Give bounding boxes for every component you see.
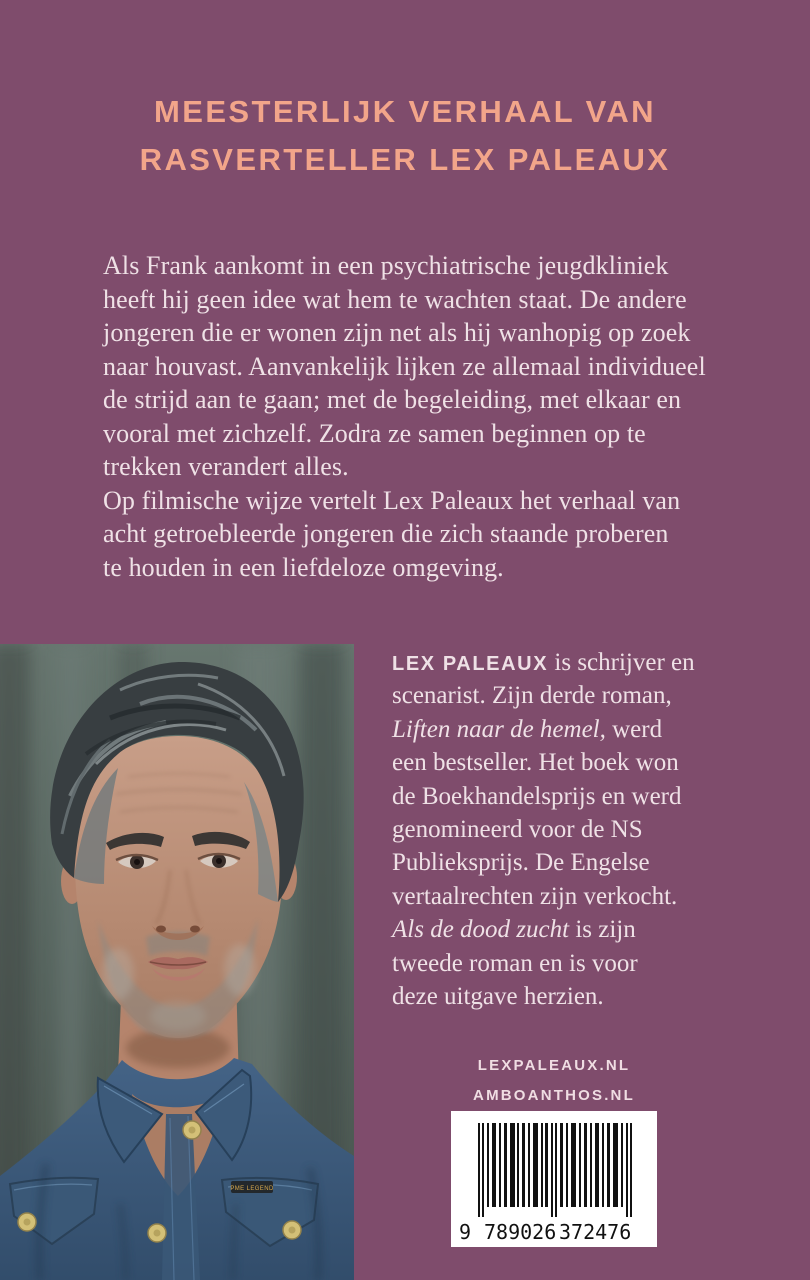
author-bio [392, 646, 695, 1013]
isbn-lead-digit: 9 [459, 1220, 472, 1244]
bio-line: deze uitgave herzien. [392, 982, 604, 1010]
svg-text:PME LEGEND: PME LEGEND [230, 1186, 274, 1192]
bio-line: LEX PALEAUX is schrijver en [392, 649, 695, 676]
publisher-websites [414, 1051, 694, 1111]
synopsis [103, 249, 706, 584]
tagline-line-1: MEESTERLIJK VERHAAL VAN [154, 94, 656, 129]
bio-line: vertaalrechten zijn verkocht. [392, 882, 678, 910]
synopsis-line: heeft hij geen idee wat hem te wachten staat. De andere [103, 284, 687, 314]
bio-line: genomineerd voor de NS [392, 815, 643, 843]
bio-line: tweede roman en is voor [392, 949, 638, 977]
shirt-brand-tag [230, 1181, 274, 1193]
website-amboanthos: AMBOANTHOS.NL [473, 1087, 635, 1104]
tagline [0, 88, 810, 184]
synopsis-line: Op filmische wijze vertelt Lex Paleaux het verhaal van [103, 485, 681, 515]
synopsis-line: naar houvast. Aanvankelijk lijken ze allemaal individueel [103, 351, 706, 381]
book-title-liften-naar-de-hemel: Liften naar de hemel, [392, 715, 606, 743]
synopsis-line: trekken verandert alles. [103, 452, 349, 481]
synopsis-line: te houden in een liefdeloze omgeving. [103, 552, 504, 582]
website-lexpaleaux: LEXPALEAUX.NL [477, 1057, 631, 1074]
isbn-group-2: 372476 [559, 1220, 632, 1244]
synopsis-line: acht getroebleerde jongeren die zich staande proberen [103, 519, 669, 548]
bio-line: scenarist. Zijn derde roman, [392, 682, 672, 710]
synopsis-line: jongeren die er wonen zijn net als hij wanhopig op zoek [103, 318, 691, 347]
bio-line: Liften naar de hemel, werd [392, 715, 663, 743]
isbn-group-1: 789026 [484, 1220, 557, 1244]
bio-line: Publieksprijs. De Engelse [392, 849, 650, 877]
isbn-barcode [451, 1111, 657, 1247]
author-name: LEX PALEAUX [392, 653, 549, 675]
synopsis-line: Als Frank aankomt in een psychiatrische jeugdkliniek [103, 251, 669, 280]
bio-line: de Boekhandelsprijs en werd [392, 782, 682, 810]
book-title-als-de-dood-zucht: Als de dood zucht [392, 916, 570, 944]
bio-line: een bestseller. Het boek won [392, 749, 679, 777]
tagline-line-2: RASVERTELLER LEX PALEAUX [139, 142, 671, 177]
synopsis-line: vooral met zichzelf. Zodra ze samen beginnen op te [103, 418, 646, 448]
bio-line: Als de dood zucht is zijn [392, 916, 636, 944]
synopsis-line: de strijd aan te gaan; met de begeleiding, met elkaar en [103, 385, 682, 414]
author-photo [0, 644, 354, 1280]
